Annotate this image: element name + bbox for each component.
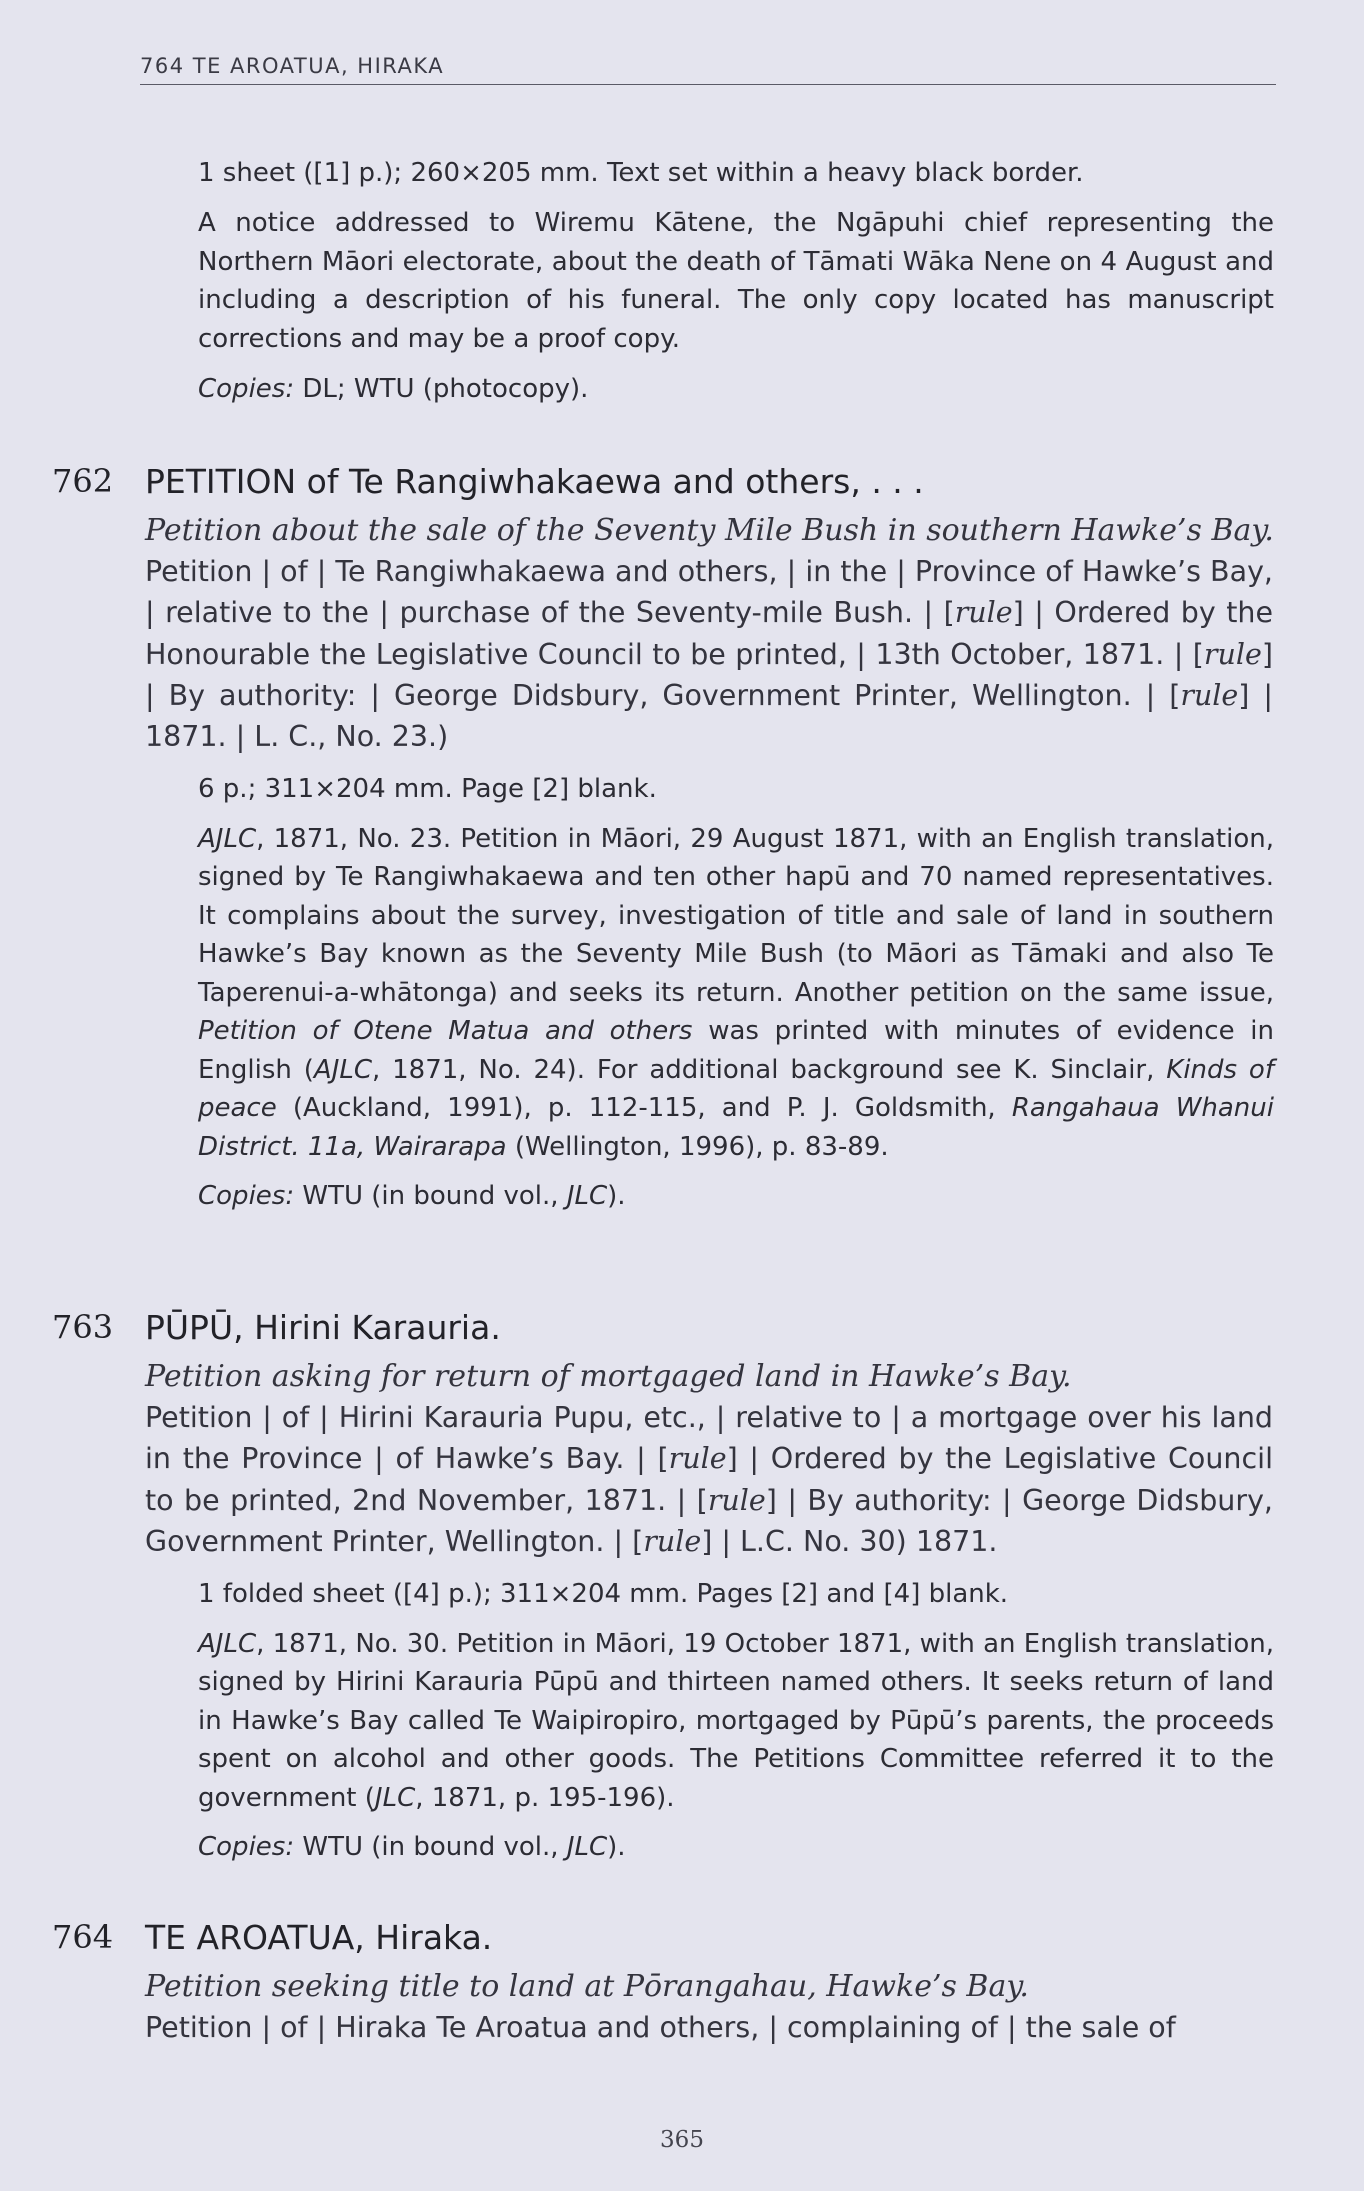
entry-details-763 [198,1575,1274,1867]
note-text: (Auckland, 1991), p. 112-115, and P. J. Goldsmith, [276,1093,1012,1123]
copies-value: ). [607,1181,626,1211]
physical-description: 1 folded sheet ([4] p.); 311×204 mm. Pages [2] and [4] blank. [198,1579,1009,1609]
transcription-text: ] | Ordered by the Legislative Council to be printed, 2nd November, 1871. | [ [145,1442,1273,1517]
copies-value: WTU (in bound vol., [294,1832,567,1862]
note-ref: Petition of Otene Matua and others [198,1016,693,1046]
note-ref: Kinds of peace [198,1054,1274,1123]
copies-value: ). [607,1832,626,1862]
entry-number-763: 763 [52,1308,114,1346]
entry-subtitle-763: Petition asking for return of mortgaged land in Hawke’s Bay. [145,1359,1072,1394]
physical-description: 6 p.; 311×204 mm. Page [2] blank. [198,774,657,804]
rule-mark: rule [1180,678,1239,712]
note-text: , 1871, No. 30. Petition in Māori, 19 October 1871, with an English translation, signed by Hirini Karauria Pūpū and thirteen named others. It seeks return of land in Hawke’s Bay called Te Waipiropiro, mortgaged by Pūpū’s parents, the proceeds spent on alcohol and other goods. The Petitions Committee referred it to the government ( [198,1628,1274,1813]
transcription-text: ] | 1871. | L. C., No. 23.) [145,678,1273,754]
note-text: , 1871, No. 24). For additional background see K. Sinclair, [372,1054,1167,1085]
entry-title-764: TE AROATUA, Hiraka. [145,1918,493,1957]
transcription-text: Petition | of | Hirini Karauria Pupu, etc., | relative to | a mortgage over his land in the Province | of Hawke’s Bay. | [ [145,1401,1273,1476]
entry-title-763: PŪPŪ, Hirini Karauria. [145,1308,501,1347]
note-text: , 1871, p. 195-196). [415,1782,675,1813]
copies-line [198,1177,1274,1216]
copies-label: Copies: [198,374,295,404]
entry-title-762: PETITION of Te Rangiwhakaewa and others, . . . [145,462,924,501]
note-ref: JLC [374,1782,416,1813]
transcription-763 [145,1397,1273,1562]
entry-note [198,820,1274,1167]
transcription-762 [145,551,1273,757]
copies-line [198,370,1274,409]
note-text: , 1871, No. 23. Petition in Māori, 29 August 1871, with an English translation, signed by Te Rangiwhakaewa and ten other hapū and 70 named representatives. It complains about the survey, investigation of title and sale of land in southern Hawke’s Bay known as the Seventy Mile Bush (to Māori as Tāmaki and also Te Taperenui-a-whātonga) and seeks its return. Another petition on the same issue, [198,823,1274,1008]
entry-number-764: 764 [52,1918,114,1956]
entry-details-762 [198,770,1274,1216]
note-ref: AJLC [198,1628,257,1659]
header-rule [140,84,1276,85]
transcription-text: ] | L.C. No. 30) 1871. [701,1524,998,1558]
copies-line [198,1828,1274,1867]
transcription-text: ] | By authority: | George Didsbury, Government Printer, Wellington. | [ [145,1483,1273,1558]
entry-number-762: 762 [52,462,114,500]
copies-ref: JLC [566,1832,608,1862]
copies-value: WTU (in bound vol., [294,1181,567,1211]
transcription-text: Petition | of | Hiraka Te Aroatua and others, | complaining of | the sale of [145,2011,1176,2044]
page-number: 365 [660,2127,704,2153]
entry-note [198,204,1274,358]
note-ref: Rangahaua Whanui District. 11a, Wairarapa [198,1093,1274,1162]
note-ref: AJLC [198,823,257,854]
rule-mark: rule [643,1524,702,1558]
copies-ref: JLC [566,1181,608,1211]
transcription-text: ] | Ordered by the Honourable the Legislative Council to be printed, | 13th October, 1871. | [ [145,596,1273,671]
physical-description: 1 sheet ([1] p.); 260×205 mm. Text set within a heavy black border. [198,158,1084,188]
prev-entry [198,154,1274,409]
note-ref: AJLC [313,1054,372,1085]
running-head: 764 TE AROATUA, HIRAKA [140,54,445,78]
entry-note [198,1625,1274,1818]
transcription-764 [145,2007,1273,2048]
transcription-text: ] | By authority: | George Didsbury, Government Printer, Wellington. | [ [145,637,1273,712]
copies-value: DL; WTU (photocopy). [294,374,589,404]
transcription-text: Petition | of | Te Rangiwhakaewa and others, | in the | Province of Hawke’s Bay, | relative to the | purchase of the Seventy-mile Bush. | [ [145,555,1273,630]
rule-mark: rule [1203,637,1262,671]
note-text: (Wellington, 1996), p. 83-89. [506,1131,889,1162]
entry-subtitle-762: Petition about the sale of the Seventy Mile Bush in southern Hawke’s Bay. [145,513,1274,548]
copies-label: Copies: [198,1181,295,1211]
rule-mark: rule [954,596,1013,630]
note-text: was printed with minutes of evidence in English ( [198,1016,1274,1085]
copies-label: Copies: [198,1832,295,1862]
rule-mark: rule [668,1442,727,1476]
note-text: A notice addressed to Wiremu Kātene, the Ngāpuhi chief representing the Northern Māori electorate, about the death of Tāmati Wāka Nene on 4 August and including a description of his funeral. The only copy located has manuscript corrections and may be a proof copy. [198,208,1274,354]
entry-subtitle-764: Petition seeking title to land at Pōrangahau, Hawke’s Bay. [145,1969,1029,2004]
rule-mark: rule [707,1483,766,1517]
